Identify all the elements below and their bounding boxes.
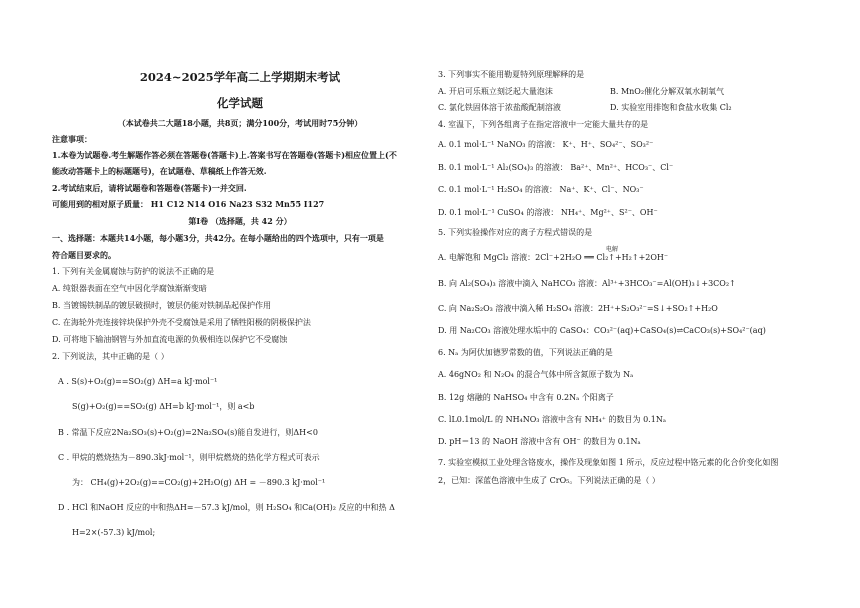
- atomic-masses: 可能用到的相对原子质量： H1 C12 N14 O16 Na23 S32 Mn55 I127: [52, 199, 325, 209]
- section-1-line-b: 符合题目要求的。: [52, 250, 116, 260]
- question-2-option-a-line-2: S(g)+O₂(g)==SO₂(g) ΔH=b kJ·mol⁻¹，则 a<b: [72, 402, 255, 411]
- part-1-heading: 第Ⅰ卷 （选择题，共 42 分）: [188, 216, 292, 226]
- question-4-option-a: A. 0.1 mol·L⁻¹ NaNO₃ 的溶液： K⁺、H⁺、SO₄²⁻、SO₃²⁻: [438, 140, 654, 149]
- question-2-option-d-line-1: D . HCl 和NaOH 反应的中和热ΔH=－57.3 kJ/mol，则 H₂SO₄ 和Ca(OH)₂ 反应的中和热 Δ: [58, 503, 395, 512]
- question-4-option-d: D. 0.1 mol·L⁻¹ CuSO₄ 的溶液： NH₄⁺、Mg²⁺、S²⁻、OH⁻: [438, 208, 658, 217]
- question-3: 3. 下列事实不能用勒夏特列原理解释的是: [438, 70, 585, 79]
- question-1: 1. 下列有关金属腐蚀与防护的说法不正确的是: [52, 267, 215, 276]
- question-2-option-b: B . 常温下反应2Na₂SO₃(s)+O₂(g)=2Na₂SO₄(s)能自发进行，则ΔH<0: [58, 428, 318, 437]
- question-7: 7. 实验室模拟工业处理含铬废水，操作及现象如图 1 所示，反应过程中铬元素的化合价变化如图: [438, 458, 779, 467]
- exam-info: （本试卷共二大题18小题，共8页；满分100分，考试用时75分钟）: [117, 118, 363, 128]
- question-5: 5. 下列实验操作对应的离子方程式错误的是: [438, 228, 593, 237]
- question-6-option-d: D. pH＝13 的 NaOH 溶液中含有 OH⁻ 的数目为 0.1Nₐ: [438, 437, 641, 446]
- question-3-option-a: A. 开启可乐瓶立刻泛起大量泡沫: [438, 87, 553, 96]
- question-1-option-a: A. 纯银器表面在空气中因化学腐蚀渐渐变暗: [52, 284, 207, 293]
- question-6: 6. Nₐ 为阿伏加德罗常数的值，下列说法正确的是: [438, 348, 613, 357]
- question-3-option-b: B. MnO₂催化分解双氧水制氧气: [610, 87, 725, 96]
- electrolysis-label: 电解: [606, 246, 619, 253]
- question-5-option-c: C. 向 Na₂S₂O₃ 溶液中滴入稀 H₂SO₄ 溶液：2H⁺+S₂O₃²⁻=S↓+SO₂↑+H₂O: [438, 304, 718, 313]
- question-1-option-b: B. 当镀锡铁制品的镀层破损时，镀层仍能对铁制品起保护作用: [52, 301, 271, 310]
- question-7-line-2: 2，已知：深蓝色溶液中生成了 CrO₅。下列说法正确的是（ ）: [438, 476, 660, 485]
- question-4-option-b: B. 0.1 mol·L⁻¹ Al₂(SO₄)₃ 的溶液： Ba²⁺、Mn²⁺、HCO₃⁻、Cl⁻: [438, 163, 674, 172]
- section-1-line-a: 一、选择题：本题共14小题，每小题3分，共42分。在每小题给出的四个选项中，只有一项是: [52, 233, 384, 243]
- exam-title: 2024~2025学年高二上学期期末考试: [139, 70, 341, 84]
- question-3-option-d: D. 实验室用排饱和食盐水收集 Cl₂: [610, 103, 732, 112]
- question-5-option-d: D. 用 Na₂CO₃ 溶液处理水垢中的 CaSO₄：CO₃²⁻(aq)+CaSO₄(s)⇌CaCO₃(s)+SO₄²⁻(aq): [438, 326, 766, 335]
- question-6-option-a: A. 46gNO₂ 和 N₂O₄ 的混合气体中所含氮原子数为 Nₐ: [438, 370, 634, 379]
- notice-1a: 1.本卷为试题卷.考生解题作答必须在答题卷(答题卡)上.答案书写在答题卷(答题卡)相应位置上(不: [52, 150, 397, 160]
- question-2-option-c-line-1: C . 甲烷的燃烧热为－890.3kJ·mol⁻¹，则甲烷燃烧的热化学方程式可表示: [58, 453, 320, 462]
- question-6-option-b: B. 12g 熔融的 NaHSO₄ 中含有 0.2Nₐ 个阳离子: [438, 393, 614, 402]
- question-1-option-c: C. 在海轮外壳连接锌块保护外壳不受腐蚀是采用了牺牲阳极的阴极保护法: [52, 318, 311, 327]
- question-2-option-c-line-2: 为： CH₄(g)+2O₂(g)==CO₂(g)+2H₂O(g) ΔH = －890.3 kJ·mol⁻¹: [72, 478, 326, 487]
- question-3-option-c: C. 氯化铁固体溶于浓盐酸配制溶液: [438, 103, 561, 112]
- question-4-option-c: C. 0.1 mol·L⁻¹ H₂SO₄ 的溶液： Na⁺、K⁺、Cl⁻、NO₃⁻: [438, 185, 644, 194]
- notice-heading: 注意事项：: [52, 134, 92, 144]
- notice-2: 2.考试结束后，请将试题卷和答题卷(答题卡)一并交回.: [52, 183, 247, 193]
- question-5-option-a: A. 电解饱和 MgCl₂ 溶液：2Cl⁻+2H₂O ══ Cl₂↑+H₂↑+2OH⁻: [438, 253, 669, 262]
- notice-1b: 能改动答题卡上的标题题号)，在试题卷、草稿纸上作答无效.: [52, 166, 267, 176]
- question-4: 4. 室温下，下列各组离子在指定溶液中一定能大量共存的是: [438, 120, 649, 129]
- question-5-option-b: B. 向 Al₂(SO₄)₃ 溶液中滴入 NaHCO₃ 溶液：Al³⁺+3HCO₃⁻=Al(OH)₃↓+3CO₂↑: [438, 279, 736, 288]
- question-2: 2. 下列说法，其中正确的是（ ）: [52, 352, 169, 361]
- question-6-option-c: C. lL0.1mol/L 的 NH₄NO₃ 溶液中含有 NH₄⁺ 的数目为 0.1Nₐ: [438, 415, 666, 424]
- question-2-option-d-line-2: H=2×(-57.3) kJ/mol;: [72, 528, 156, 537]
- question-2-option-a-line-1: A . S(s)+O₂(g)==SO₂(g) ΔH=a kJ·mol⁻¹: [58, 377, 218, 386]
- exam-subtitle: 化学试题: [217, 96, 263, 110]
- question-1-option-d: D. 可将地下输油钢管与外加直流电源的负极相连以保护它不受腐蚀: [52, 335, 288, 344]
